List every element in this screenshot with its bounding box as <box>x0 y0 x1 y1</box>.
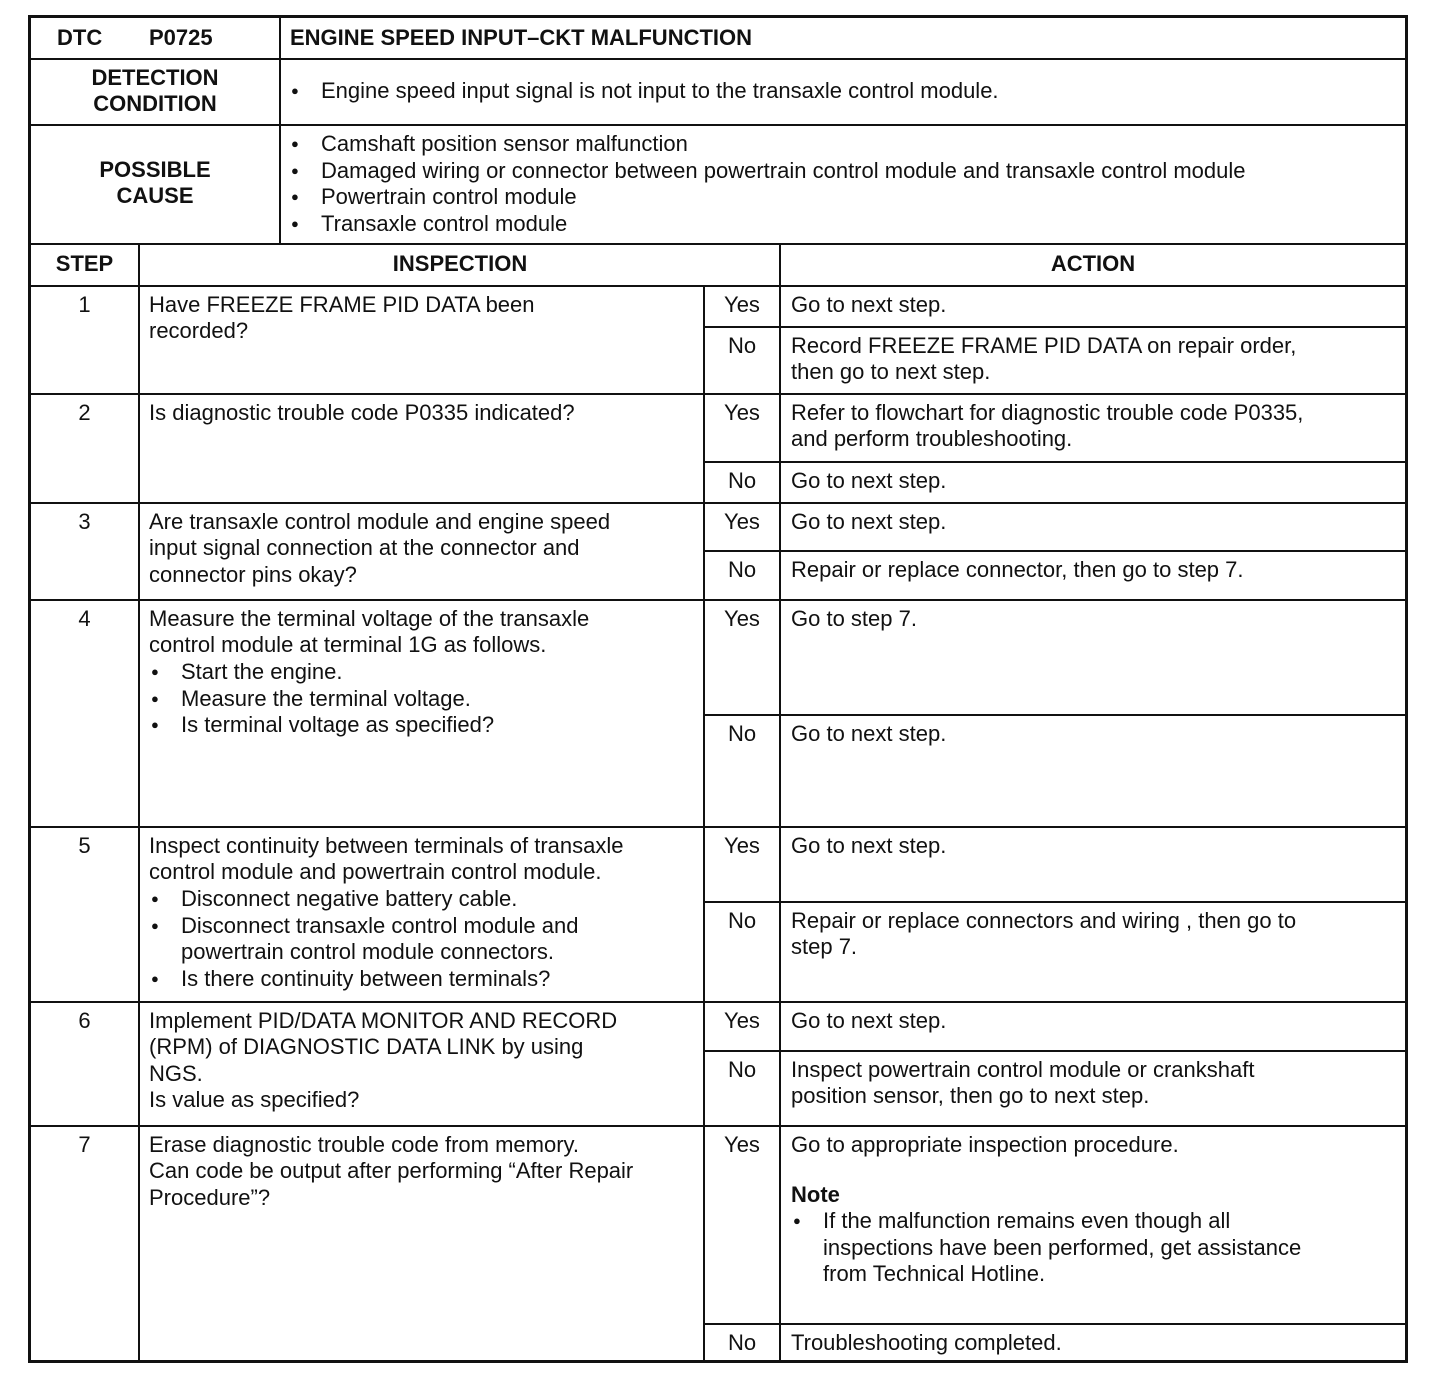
inspection-text: control module and powertrain control module. <box>149 859 602 884</box>
inspection-text: Are transaxle control module and engine speed <box>149 509 611 534</box>
divider <box>31 124 1405 126</box>
action-yes: and perform troubleshooting. <box>791 426 1073 451</box>
inspection-text: Measure the terminal voltage of the transaxle <box>149 606 590 631</box>
action-no: step 7. <box>791 934 858 959</box>
action-yes: Go to next step. <box>791 509 947 534</box>
divider <box>779 243 781 1360</box>
action-yes: Go to next step. <box>791 1008 947 1033</box>
action-no: Inspect powertrain control module or crankshaft <box>791 1057 1255 1082</box>
inspection-bullet: ● Disconnect transaxle control module and powertrain control module connectors. <box>149 913 578 966</box>
step-number: 1 <box>78 292 91 317</box>
divider <box>703 326 1405 328</box>
no-label: No <box>727 1330 757 1355</box>
divider <box>31 502 1405 504</box>
no-label: No <box>727 721 757 746</box>
action-yes: Go to appropriate inspection procedure. <box>791 1132 1179 1157</box>
step-number: 6 <box>78 1008 91 1033</box>
divider <box>31 1001 1405 1003</box>
yes-label: Yes <box>724 400 760 425</box>
no-label: No <box>727 468 757 493</box>
inspection-bullet: ● Disconnect negative battery cable. <box>149 886 578 913</box>
detection-item: ● Engine speed input signal is not input to the transaxle control module. <box>289 78 999 105</box>
divider <box>703 461 1405 463</box>
divider <box>31 58 1405 60</box>
cause-item: ● Camshaft position sensor malfunction <box>289 131 1246 158</box>
action-yes: Go to next step. <box>791 833 947 858</box>
inspection-text: connector pins okay? <box>149 562 357 587</box>
possible-cause-label: CAUSE <box>116 183 194 208</box>
diagnostic-table <box>28 15 1408 1363</box>
divider <box>31 243 1405 245</box>
divider <box>31 285 1405 287</box>
step-number: 4 <box>78 606 91 631</box>
cause-item: ● Transaxle control module <box>289 211 1246 238</box>
divider <box>703 714 1405 716</box>
note-item: ● If the malfunction remains even though all inspections have been performed, get assistance from Technical Hotline. <box>791 1208 1301 1288</box>
inspection-text: control module at terminal 1G as follows. <box>149 632 547 657</box>
yes-label: Yes <box>724 833 760 858</box>
note-title: Note <box>791 1182 840 1207</box>
divider <box>703 285 705 1360</box>
inspection-text: Is value as specified? <box>149 1087 360 1112</box>
action-no: Repair or replace connectors and wiring , then go to <box>791 908 1297 933</box>
yes-label: Yes <box>724 606 760 631</box>
inspection-bullets <box>149 886 578 992</box>
action-yes: Go to next step. <box>791 292 947 317</box>
dtc-label: DTC <box>57 25 103 50</box>
dtc-code: P0725 <box>149 25 213 50</box>
action-no: Go to next step. <box>791 468 947 493</box>
inspection-bullet: ● Start the engine. <box>149 659 494 686</box>
action-no: position sensor, then go to next step. <box>791 1083 1150 1108</box>
cause-item: ● Damaged wiring or connector between powertrain control module and transaxle control module <box>289 158 1246 185</box>
inspection-text: Is diagnostic trouble code P0335 indicated? <box>149 400 575 425</box>
detection-list <box>289 78 999 105</box>
inspection-text: (RPM) of DIAGNOSTIC DATA LINK by using <box>149 1034 584 1059</box>
inspection-text: Implement PID/DATA MONITOR AND RECORD <box>149 1008 618 1033</box>
inspection-text: Inspect continuity between terminals of transaxle <box>149 833 624 858</box>
divider <box>279 18 281 245</box>
yes-label: Yes <box>724 292 760 317</box>
possible-cause-label: POSSIBLE <box>99 157 211 182</box>
divider <box>703 1323 1405 1325</box>
yes-label: Yes <box>724 509 760 534</box>
step-number: 5 <box>78 833 91 858</box>
divider <box>31 826 1405 828</box>
divider <box>31 1125 1405 1127</box>
column-header-action: ACTION <box>1050 251 1136 276</box>
column-header-step: STEP <box>55 251 114 276</box>
no-label: No <box>727 1057 757 1082</box>
column-header-inspection: INSPECTION <box>392 251 528 276</box>
action-no: then go to next step. <box>791 359 991 384</box>
no-label: No <box>727 908 757 933</box>
action-no: Troubleshooting completed. <box>791 1330 1062 1355</box>
yes-label: Yes <box>724 1132 760 1157</box>
divider <box>703 550 1405 552</box>
action-no: Record FREEZE FRAME PID DATA on repair order, <box>791 333 1297 358</box>
note-list <box>791 1208 1301 1288</box>
no-label: No <box>727 333 757 358</box>
divider <box>31 393 1405 395</box>
divider <box>703 1050 1405 1052</box>
detection-label: CONDITION <box>93 91 217 116</box>
divider <box>31 599 1405 601</box>
inspection-bullet: ● Is there continuity between terminals? <box>149 966 578 993</box>
step-number: 7 <box>78 1132 91 1157</box>
divider <box>703 901 1405 903</box>
inspection-text: Have FREEZE FRAME PID DATA been <box>149 292 535 317</box>
action-yes: Refer to flowchart for diagnostic trouble code P0335, <box>791 400 1304 425</box>
inspection-bullet: ● Is terminal voltage as specified? <box>149 712 494 739</box>
possible-cause-list <box>289 131 1246 237</box>
inspection-text: NGS. <box>149 1061 203 1086</box>
step-number: 3 <box>78 509 91 534</box>
inspection-text: Can code be output after performing “After Repair <box>149 1158 634 1183</box>
action-yes: Go to step 7. <box>791 606 917 631</box>
yes-label: Yes <box>724 1008 760 1033</box>
inspection-text: Procedure”? <box>149 1185 271 1210</box>
inspection-text: input signal connection at the connector and <box>149 535 580 560</box>
inspection-text: recorded? <box>149 318 249 343</box>
divider <box>138 243 140 1360</box>
inspection-bullets <box>149 659 494 739</box>
no-label: No <box>727 557 757 582</box>
inspection-text: Erase diagnostic trouble code from memory. <box>149 1132 579 1157</box>
action-no: Repair or replace connector, then go to step 7. <box>791 557 1244 582</box>
detection-label: DETECTION <box>91 65 219 90</box>
inspection-bullet: ● Measure the terminal voltage. <box>149 686 494 713</box>
cause-item: ● Powertrain control module <box>289 184 1246 211</box>
step-number: 2 <box>78 400 91 425</box>
action-no: Go to next step. <box>791 721 947 746</box>
dtc-title: ENGINE SPEED INPUT–CKT MALFUNCTION <box>290 25 753 50</box>
